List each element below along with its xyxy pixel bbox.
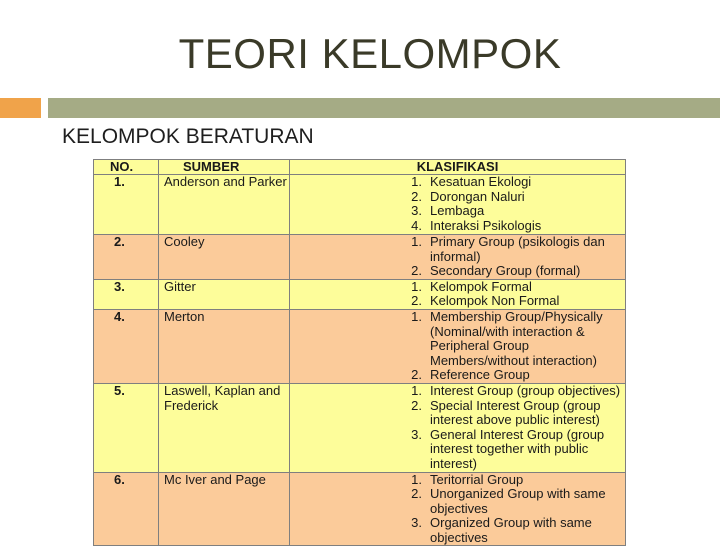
classification-item-number: 1. xyxy=(411,382,422,398)
row-number: 6. xyxy=(94,472,159,546)
classification-item xyxy=(400,399,625,428)
classification-item-number: 3. xyxy=(411,426,422,442)
classification-item xyxy=(400,264,625,279)
classification-item-text: Interaksi Psikologis xyxy=(430,217,542,233)
classification-item-text: Interest Group (group objectives) xyxy=(430,382,621,398)
row-number: 2. xyxy=(94,235,159,280)
classification-item xyxy=(400,516,625,545)
classification-item xyxy=(400,175,625,190)
accent-bar-orange xyxy=(0,98,41,118)
header-source: SUMBER xyxy=(159,160,290,175)
classification-item-text: Lembaga xyxy=(430,203,485,219)
classification-item xyxy=(400,310,625,368)
row-classification xyxy=(290,309,626,383)
row-classification xyxy=(290,472,626,546)
row-source: Cooley xyxy=(159,235,290,280)
classification-item xyxy=(400,204,625,219)
header-classification: KLASIFIKASI xyxy=(290,160,626,175)
classification-item xyxy=(400,487,625,516)
table-body xyxy=(94,175,626,546)
classification-item xyxy=(400,235,625,264)
slide-subtitle: KELOMPOK BERATURAN xyxy=(62,125,314,148)
classification-item xyxy=(400,384,625,399)
row-classification xyxy=(290,383,626,472)
classification-item-number: 2. xyxy=(411,486,422,502)
classification-item-text: Kelompok Non Formal xyxy=(430,293,560,309)
classification-item xyxy=(400,428,625,472)
classification-item-text: Reference Group xyxy=(430,367,530,383)
classification-item-number: 1. xyxy=(411,278,422,294)
classification-item xyxy=(400,294,625,309)
classification-item-text: Membership Group/Physically (Nominal/with interaction & Peripheral Group Members/without interaction) xyxy=(430,308,603,368)
classification-item-number: 3. xyxy=(411,515,422,531)
table-row xyxy=(94,279,626,309)
row-source: Gitter xyxy=(159,279,290,309)
classification-item-text: Dorongan Naluri xyxy=(430,188,525,204)
classification-item xyxy=(400,473,625,488)
classification-item xyxy=(400,280,625,295)
classification-item-number: 1. xyxy=(411,174,422,189)
header-no: NO. xyxy=(94,160,159,175)
classification-item-number: 2. xyxy=(411,367,422,383)
classification-item-number: 2. xyxy=(411,263,422,279)
classification-item xyxy=(400,190,625,205)
table-header-row xyxy=(94,160,626,175)
row-number: 1. xyxy=(94,175,159,235)
row-classification xyxy=(290,175,626,235)
table-row xyxy=(94,309,626,383)
classification-item xyxy=(400,219,625,234)
classification-item-number: 2. xyxy=(411,397,422,413)
row-source: Laswell, Kaplan and Frederick xyxy=(159,383,290,472)
classification-item-text: Organized Group with same objectives xyxy=(430,515,592,545)
classification-item-text: Kesatuan Ekologi xyxy=(430,174,532,189)
classification-item xyxy=(400,368,625,383)
table-row xyxy=(94,235,626,280)
row-source: Anderson and Parker xyxy=(159,175,290,235)
row-number: 5. xyxy=(94,383,159,472)
classification-item-text: Unorganized Group with same objectives xyxy=(430,486,606,516)
classification-item-number: 1. xyxy=(411,308,422,324)
classification-item-number: 4. xyxy=(411,217,422,233)
classification-item-text: General Interest Group (group interest together with public interest) xyxy=(430,426,605,471)
table-row xyxy=(94,175,626,235)
row-number: 3. xyxy=(94,279,159,309)
slide-title: TEORI KELOMPOK xyxy=(178,30,562,77)
row-classification xyxy=(290,279,626,309)
classification-item-number: 1. xyxy=(411,471,422,487)
table-row xyxy=(94,472,626,546)
classification-item-number: 3. xyxy=(411,203,422,219)
row-source: Mc Iver and Page xyxy=(159,472,290,546)
classification-item-number: 1. xyxy=(411,234,422,249)
classification-item-text: Teritorrial Group xyxy=(430,471,524,487)
classification-table xyxy=(93,159,626,546)
classification-item-text: Primary Group (psikologis dan informal) xyxy=(430,234,605,264)
row-source: Merton xyxy=(159,309,290,383)
classification-item-text: Secondary Group (formal) xyxy=(430,263,581,279)
classification-item-number: 2. xyxy=(411,188,422,204)
row-classification xyxy=(290,235,626,280)
row-number: 4. xyxy=(94,309,159,383)
accent-bar-green xyxy=(48,98,720,118)
classification-item-text: Special Interest Group (group interest above public interest) xyxy=(430,397,601,428)
classification-item-number: 2. xyxy=(411,293,422,309)
table-row xyxy=(94,383,626,472)
classification-item-text: Kelompok Formal xyxy=(430,278,532,294)
